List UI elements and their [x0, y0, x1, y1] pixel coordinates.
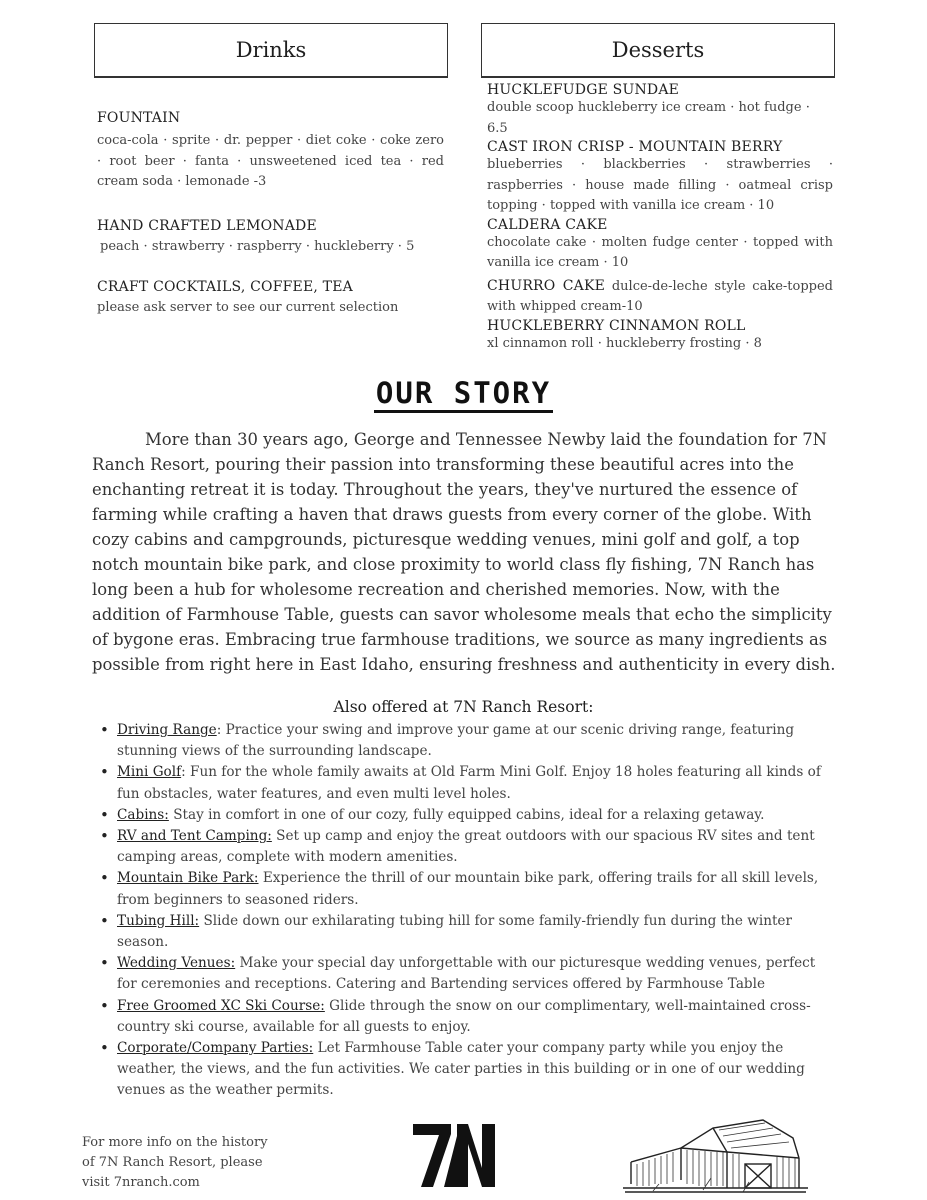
- dessert-desc: double scoop huckleberry ice cream · hot fudge · 6.5: [487, 100, 810, 136]
- drink-item: [97, 110, 444, 193]
- drink-desc: coca-cola · sprite · dr. pepper · diet coke · coke zero · root beer · fanta · unsweetened iced tea · red cream soda · lemonade -3: [97, 133, 444, 189]
- footer-info-line: of 7N Ranch Resort, please: [82, 1155, 263, 1170]
- drinks-heading: Drinks: [235, 38, 307, 62]
- drink-item: [97, 279, 444, 319]
- dessert-title: HUCKLEFUDGE SUNDAE: [487, 82, 680, 98]
- list-item: [96, 720, 826, 762]
- list-item: [96, 953, 826, 995]
- also-offered-list: [96, 720, 826, 1102]
- list-item: [96, 911, 826, 953]
- dessert-desc: chocolate cake · molten fudge center · topped with vanilla ice cream · 10: [487, 234, 833, 270]
- dessert-desc: dulce-de-leche style cake-topped with whipped cream-10: [487, 278, 833, 314]
- dessert-desc: blueberries · blackberries · strawberries · raspberries · house made filling · oatmeal crisp topping · topped with vanilla ice cream · 10: [487, 157, 833, 213]
- item-text: Stay in comfort in one of our cozy, fully equipped cabins, ideal for a relaxing getaway.: [168, 806, 765, 823]
- list-item: [96, 805, 826, 826]
- item-text: Let Farmhouse Table cater your company party while you enjoy the weather, the views, and the fun activities. We cater parties in this building or in one of our wedding venues as the weather permits.: [117, 1040, 805, 1099]
- item-name: Tubing Hill:: [117, 912, 200, 929]
- barn-illustration-icon: [623, 1118, 808, 1194]
- item-name: Corporate/Company Parties:: [117, 1040, 314, 1057]
- item-name: Driving Range: [117, 722, 217, 738]
- item-text: Slide down our exhilarating tubing hill for some family-friendly fun during the winter season.: [117, 912, 792, 951]
- item-name: Wedding Venues:: [117, 955, 236, 972]
- drink-desc: please ask server to see our current selection: [97, 300, 399, 315]
- drink-title: FOUNTAIN: [97, 110, 181, 126]
- item-text: Make your special day unforgettable with our picturesque wedding venues, perfect for ceremonies and receptions. Catering and Bartending services offered by Farmhouse Table: [117, 955, 816, 993]
- list-item: [96, 762, 826, 804]
- drink-title: CRAFT COCKTAILS, COFFEE, TEA: [97, 279, 353, 295]
- story-title-wrap: [0, 376, 927, 410]
- item-text: Practice your swing and improve your game at our scenic driving range, featuring stunning views of the surrounding landscape.: [117, 722, 795, 760]
- dessert-item: [487, 276, 833, 318]
- story-section: [92, 427, 838, 677]
- desserts-list: [487, 82, 833, 354]
- dessert-item: [487, 217, 833, 274]
- dessert-desc: xl cinnamon roll · huckleberry frosting · 8: [487, 335, 762, 351]
- dessert-item: [487, 139, 833, 217]
- drinks-list: [97, 110, 444, 319]
- desserts-heading-box: [481, 23, 835, 77]
- list-item: [96, 1038, 826, 1102]
- drinks-heading-box: [94, 23, 448, 77]
- footer-info-line: For more info on the history: [82, 1135, 268, 1150]
- drink-desc: peach · strawberry · raspberry · huckleberry · 5: [100, 238, 415, 254]
- list-item: [96, 826, 826, 868]
- dessert-item: [487, 82, 833, 139]
- list-item: [96, 996, 826, 1038]
- item-name: Cabins:: [117, 806, 169, 823]
- item-text: Glide through the snow on our complimentary, well-maintained cross-country ski course, available for all guests to enjoy.: [117, 997, 811, 1035]
- footer-info: [82, 1133, 282, 1193]
- footer-info-line: visit 7nranch.com: [82, 1175, 200, 1190]
- item-name: Free Groomed XC Ski Course:: [117, 997, 325, 1014]
- 7n-logo: [413, 1124, 495, 1187]
- item-sep: :: [216, 722, 222, 738]
- dessert-title: CHURRO CAKE: [487, 277, 606, 294]
- desserts-heading: Desserts: [611, 38, 705, 62]
- item-text: Fun for the whole family awaits at Old Farm Mini Golf. Enjoy 18 holes featuring all kinds of fun obstacles, water features, and even multi level holes.: [117, 764, 821, 802]
- story-body: More than 30 years ago, George and Tennessee Newby laid the foundation for 7N Ranch Resort, pouring their passion into transforming these beautiful acres into the enchanting retreat it is today. Throughout the years, they've nurtured the essence of farming while crafting a haven that draws guests from every corner of the globe. With cozy cabins and campgrounds, picturesque wedding venues, mini golf and golf, a top notch mountain bike park, and close proximity to world class fly fishing, 7N Ranch has long been a hub for wholesome recreation and cherished memories. Now, with the addition of Farmhouse Table, guests can savor wholesome meals that echo the simplicity of bygone eras. Embracing true farmhouse traditions, we source as many ingredients as possible from right here in East Idaho, ensuring freshness and authenticity in every dish.: [92, 430, 836, 674]
- item-name: Mountain Bike Park:: [117, 870, 259, 887]
- item-sep: :: [181, 764, 186, 781]
- drink-item: [97, 218, 444, 258]
- item-name: Mini Golf: [117, 764, 182, 781]
- also-offered-heading: Also offered at 7N Ranch Resort:: [333, 698, 594, 716]
- dessert-title: CALDERA CAKE: [487, 216, 608, 233]
- story-title: OUR STORY: [374, 376, 553, 413]
- item-text: Experience the thrill of our mountain bike park, offering trails for all skill levels, from beginners to seasoned riders.: [117, 870, 819, 908]
- drink-title: HAND CRAFTED LEMONADE: [97, 217, 317, 234]
- item-text: Set up camp and enjoy the great outdoors with our spacious RV sites and tent camping areas, complete with modern amenities.: [117, 828, 815, 866]
- list-item: [96, 868, 826, 910]
- item-name: RV and Tent Camping:: [117, 828, 272, 845]
- dessert-title: CAST IRON CRISP - MOUNTAIN BERRY: [487, 139, 783, 155]
- dessert-title: HUCKLEBERRY CINNAMON ROLL: [487, 317, 746, 334]
- dessert-item: [487, 318, 833, 355]
